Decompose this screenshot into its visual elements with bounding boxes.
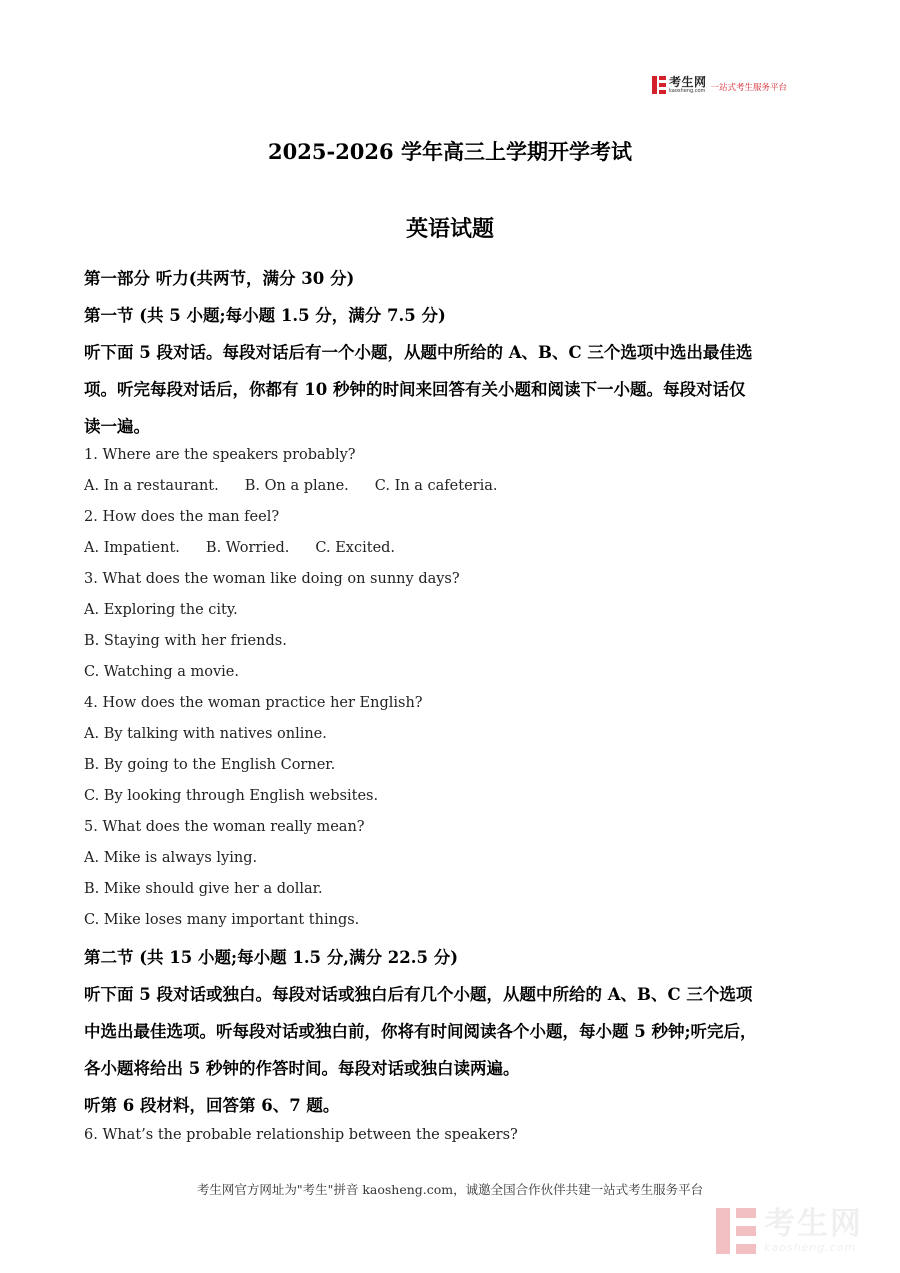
- option-b: B. Mike should give her a dollar.: [84, 881, 323, 897]
- logo-domain: kaosheng.com: [669, 88, 706, 94]
- option-b: B. Staying with her friends.: [84, 633, 287, 649]
- option-b: B. On a plane.: [244, 478, 349, 494]
- question-stem: 4. How does the woman practice her English?: [84, 695, 423, 711]
- part1-heading: 第一部分 听力(共两节，满分 30 分): [84, 269, 355, 288]
- option-b: B. By going to the English Corner.: [84, 757, 336, 773]
- option-c: C. In a cafeteria.: [374, 478, 498, 494]
- question-options: [84, 478, 497, 494]
- section2-instruction-line: 听下面 5 段对话或独白。每段对话或独白后有几个小题，从题中所给的 A、B、C 三个选项: [84, 985, 753, 1004]
- page-footer: 考生网官方网址为"考生"拼音 kaosheng.com，诚邀全国合作伙伴共建一站式考生服务平台: [196, 1182, 704, 1197]
- exam-title: 2025-2026 学年高三上学期开学考试: [268, 139, 632, 164]
- option-c: C. Excited.: [315, 540, 396, 556]
- section2-instruction-line: 各小题将给出 5 秒钟的作答时间。每段对话或独白读两遍。: [84, 1059, 520, 1078]
- question-stem: 2. How does the man feel?: [84, 509, 280, 525]
- logo-slogan: 一站式考生服务平台: [710, 83, 788, 93]
- question-stem: 1. Where are the speakers probably?: [84, 447, 356, 463]
- logo-name: 考生网: [669, 75, 707, 89]
- option-a: A. Exploring the city.: [84, 602, 238, 618]
- material-heading: 听第 6 段材料，回答第 6、7 题。: [84, 1096, 340, 1115]
- option-a: A. Mike is always lying.: [84, 850, 258, 866]
- watermark-name: 考生网: [764, 1206, 863, 1242]
- option-a: A. In a restaurant.: [84, 478, 219, 494]
- watermark-logo: [716, 1206, 863, 1256]
- question-stem: 3. What does the woman like doing on sunny days?: [84, 571, 460, 587]
- exam-subtitle: 英语试题: [405, 216, 494, 242]
- section2-instruction-line: 中选出最佳选项。听每段对话或独白前，你将有时间阅读各个小题，每小题 5 秒钟;听完后，: [84, 1022, 757, 1041]
- option-a: A. By talking with natives online.: [84, 726, 327, 742]
- watermark-domain: kaosheng.com: [764, 1241, 857, 1254]
- section2-heading: 第二节 (共 15 小题;每小题 1.5 分,满分 22.5 分): [84, 948, 459, 967]
- section1-instruction-line: 听下面 5 段对话。每段对话后有一个小题，从题中所给的 A、B、C 三个选项中选出最佳选: [84, 343, 753, 362]
- question-stem: 6. What’s the probable relationship between the speakers?: [84, 1127, 518, 1143]
- header-logo: [652, 74, 787, 96]
- option-c: C. Mike loses many important things.: [84, 912, 360, 928]
- section1-heading: 第一节 (共 5 小题;每小题 1.5 分，满分 7.5 分): [84, 306, 446, 325]
- question-options: [84, 540, 395, 556]
- watermark-logo-icon: [716, 1208, 756, 1254]
- section1-instruction-line: 项。听完每段对话后，你都有 10 秒钟的时间来回答有关小题和阅读下一小题。每段对话仅: [84, 380, 746, 399]
- option-a: A. Impatient.: [84, 540, 180, 556]
- option-b: B. Worried.: [205, 540, 290, 556]
- option-c: C. By looking through English websites.: [84, 788, 379, 804]
- question-stem: 5. What does the woman really mean?: [84, 819, 365, 835]
- section1-instruction-line: 读一遍。: [84, 417, 150, 436]
- kaosheng-logo-icon: [652, 76, 666, 94]
- option-c: C. Watching a movie.: [84, 664, 239, 680]
